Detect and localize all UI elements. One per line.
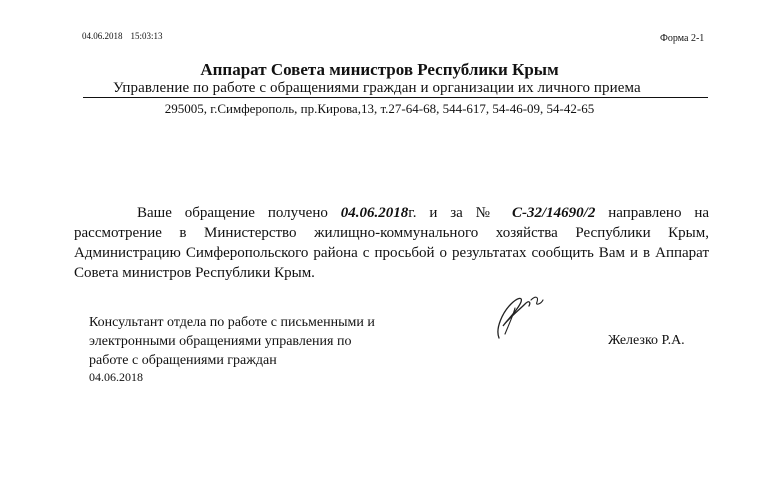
handwritten-signature: [485, 290, 547, 342]
body-text-1: Ваше обращение получено: [137, 205, 341, 221]
print-date: 04.06.2018: [82, 31, 123, 41]
position-line-2: электронными обращениями управления по: [89, 334, 352, 349]
organization-address: 295005, г.Симферополь, пр.Кирова,13, т.27-64-68, 544-617, 54-46-09, 54-42-65: [164, 101, 595, 116]
organization-title: Аппарат Совета министров Республики Крым: [200, 60, 559, 79]
received-date: 04.06.2018: [340, 205, 409, 221]
body-text-2: г. и за №: [408, 205, 512, 221]
position-line-3: работе с обращениями граждан: [89, 353, 277, 368]
department-title: Управление по работе с обращениями граждан и организации их личного приема: [113, 80, 641, 96]
position-line-1: Консультант отдела по работе с письменными и: [89, 315, 375, 330]
signer-name: Железко Р.А.: [608, 333, 685, 348]
print-timestamp: [82, 31, 163, 41]
letterhead-divider: [83, 97, 708, 98]
print-time: 15:03:13: [130, 31, 163, 41]
registration-number: С-32/14690/2: [512, 205, 596, 221]
consultant-position: [89, 313, 375, 370]
body-text-3: направлено на рассмотрение в Министерство жилищно-коммунального хозяйства Республики Крым, Администрацию Симферопольского района с просьбой о результатах сообщить Вам и в Аппарат Совета министров Республики Крым.: [74, 205, 710, 281]
form-number: Форма 2-1: [660, 33, 705, 44]
letter-paragraph: [74, 203, 709, 283]
letter-body: [74, 203, 709, 283]
signature-date: 04.06.2018: [89, 370, 143, 384]
